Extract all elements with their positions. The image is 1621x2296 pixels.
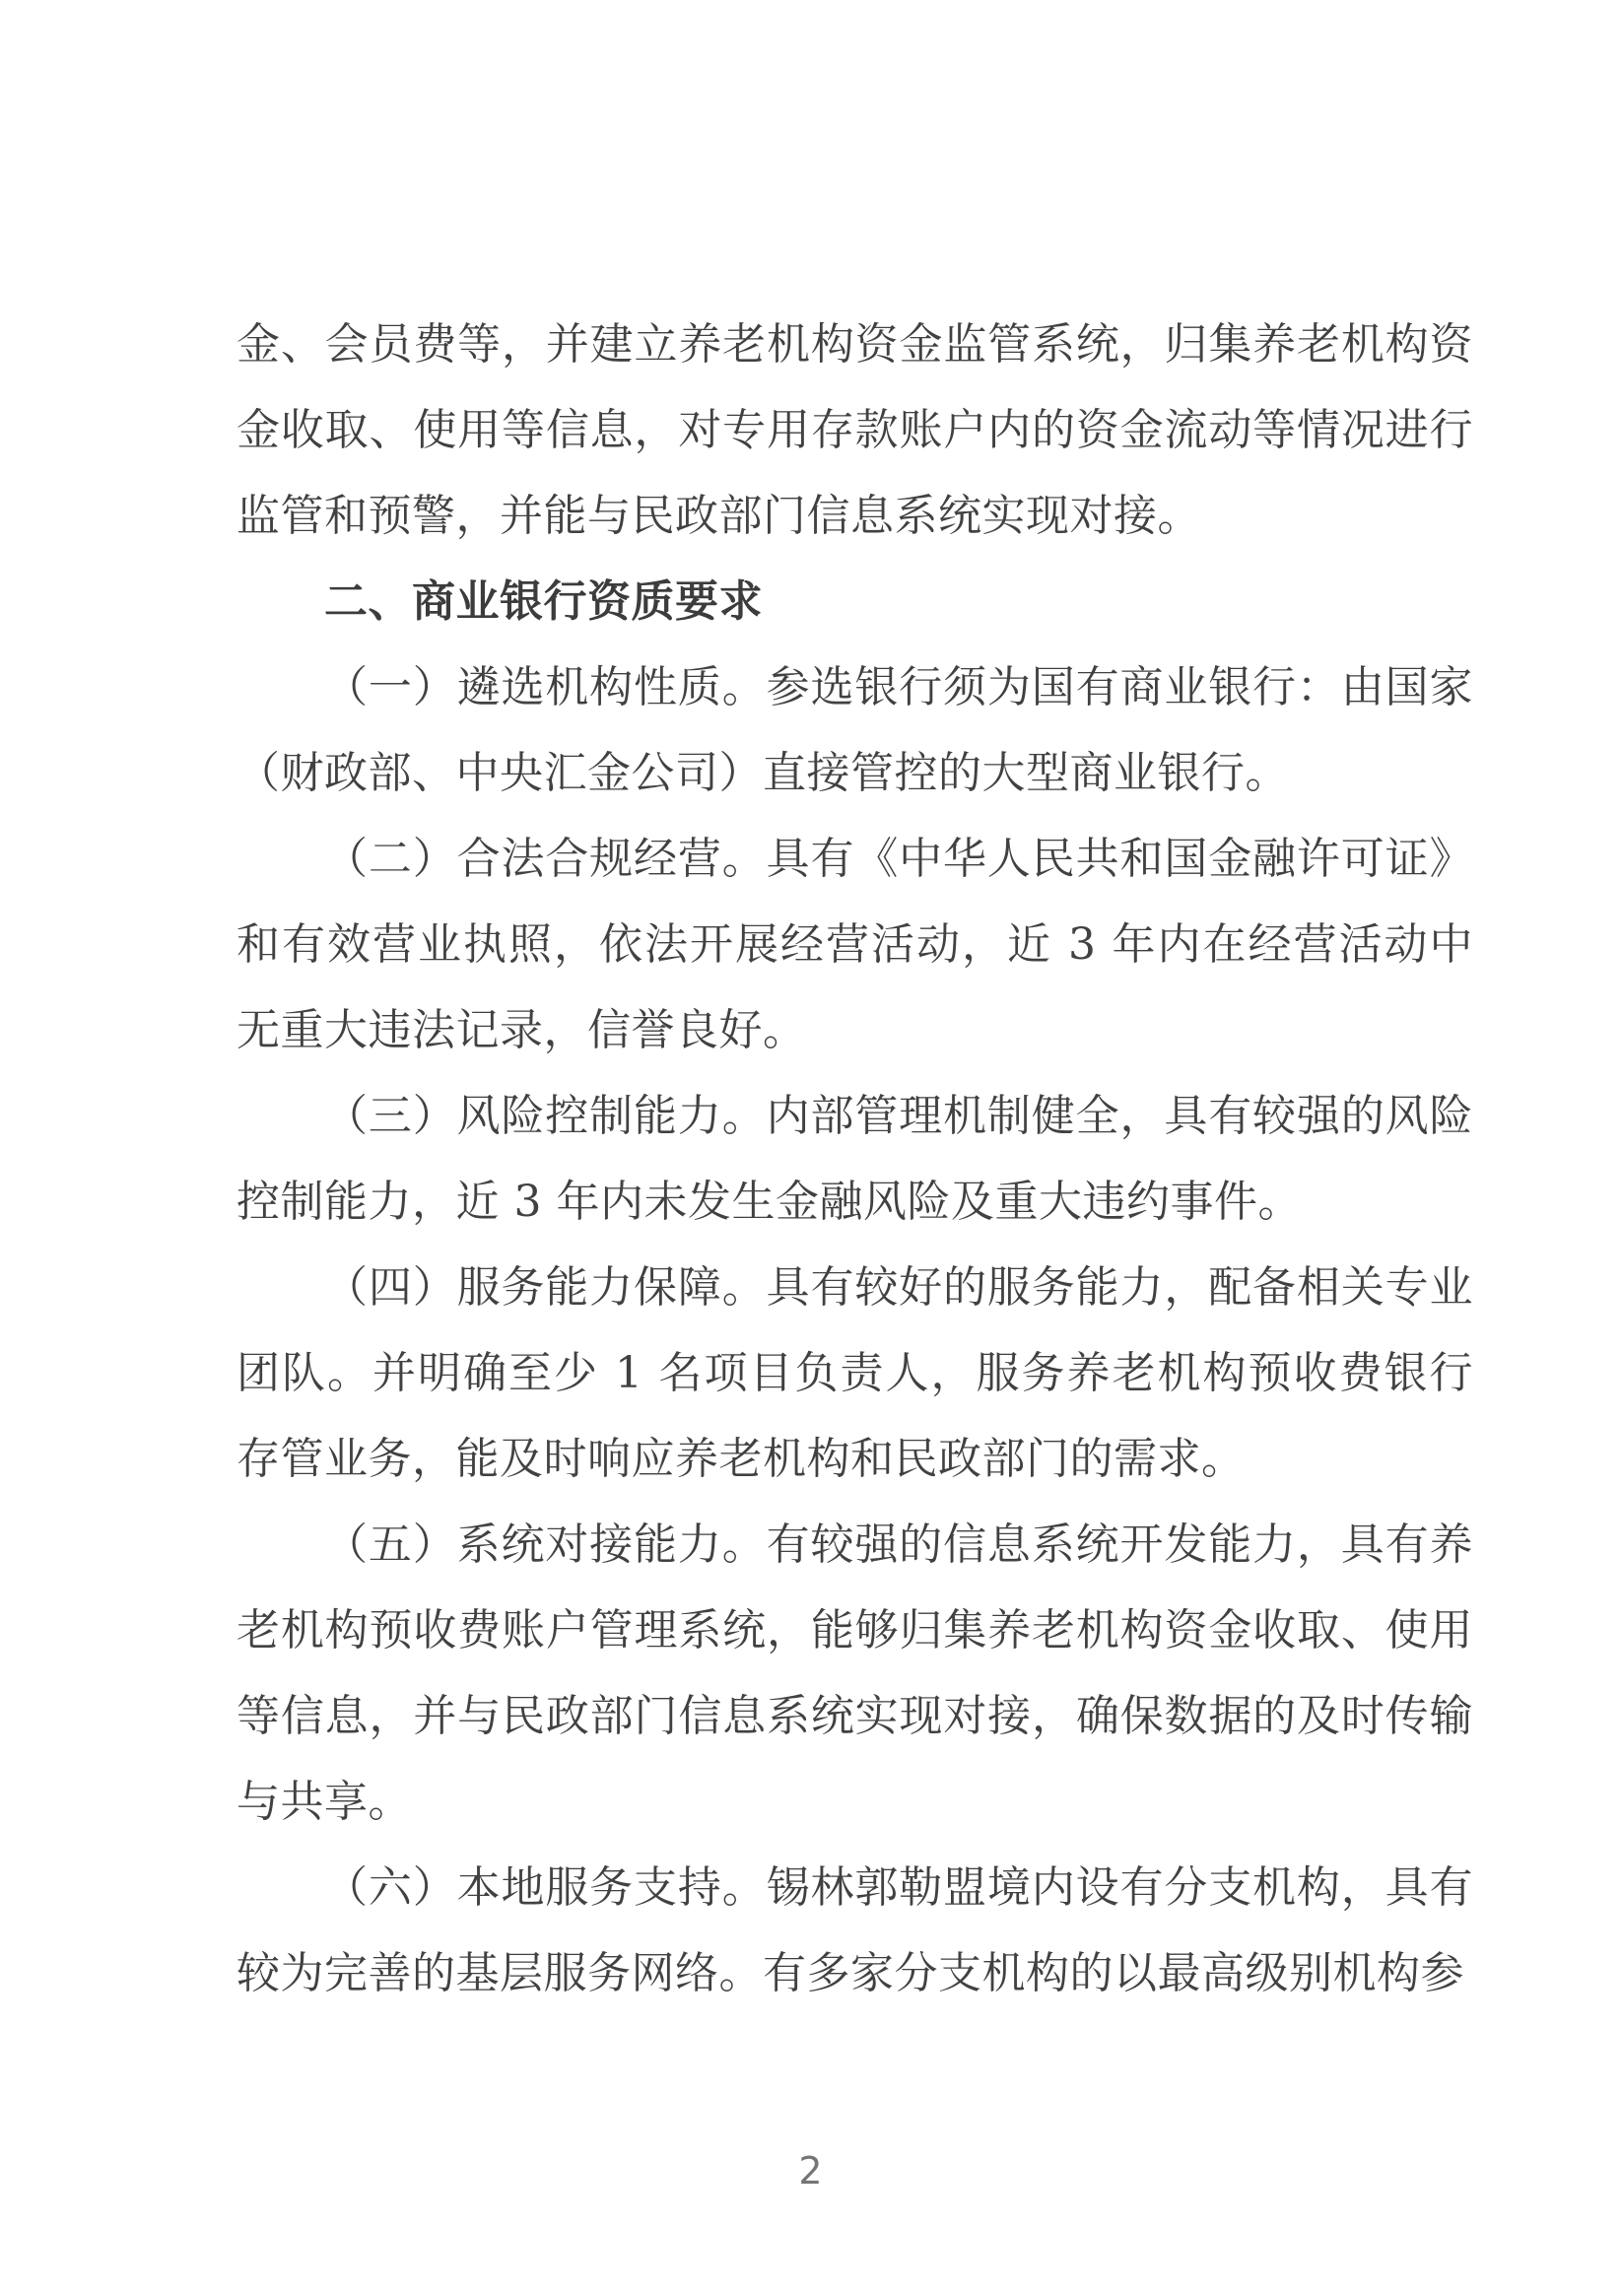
paragraph: （六）本地服务支持。锡林郭勒盟境内设有分支机构，具有较为完善的基层服务网络。有多家分支机构的以最高级别机构参 xyxy=(236,1862,1473,1998)
section-heading: 二、商业银行资质要求 xyxy=(324,576,763,627)
paragraph: （五）系统对接能力。有较强的信息系统开发能力，具有养老机构预收费账户管理系统，能够归集养老机构资金收取、使用等信息，并与民政部门信息系统实现对接，确保数据的及时传输与共享。 xyxy=(236,1519,1473,1827)
paragraph: （三）风险控制能力。内部管理机制健全，具有较强的风险控制能力，近 3 年内未发生金融风险及重大违约事件。 xyxy=(236,1091,1473,1227)
paragraph: 金、会员费等，并建立养老机构资金监管系统，归集养老机构资金收取、使用等信息，对专用存款账户内的资金流动等情况进行监管和预警，并能与民政部门信息系统实现对接。 xyxy=(236,319,1473,541)
paragraph: （四）服务能力保障。具有较好的服务能力，配备相关专业团队。并明确至少 1 名项目负责人，服务养老机构预收费银行存管业务，能及时响应养老机构和民政部门的需求。 xyxy=(236,1262,1473,1484)
paragraph: （一）遴选机构性质。参选银行须为国有商业银行：由国家（财政部、中央汇金公司）直接管控的大型商业银行。 xyxy=(236,662,1473,798)
page-number: 2 xyxy=(798,2149,823,2193)
paragraph: （二）合法合规经营。具有《中华人民共和国金融许可证》和有效营业执照，依法开展经营活动，近 3 年内在经营活动中无重大违法记录，信誉良好。 xyxy=(236,834,1473,1055)
document-body xyxy=(236,302,1473,2016)
